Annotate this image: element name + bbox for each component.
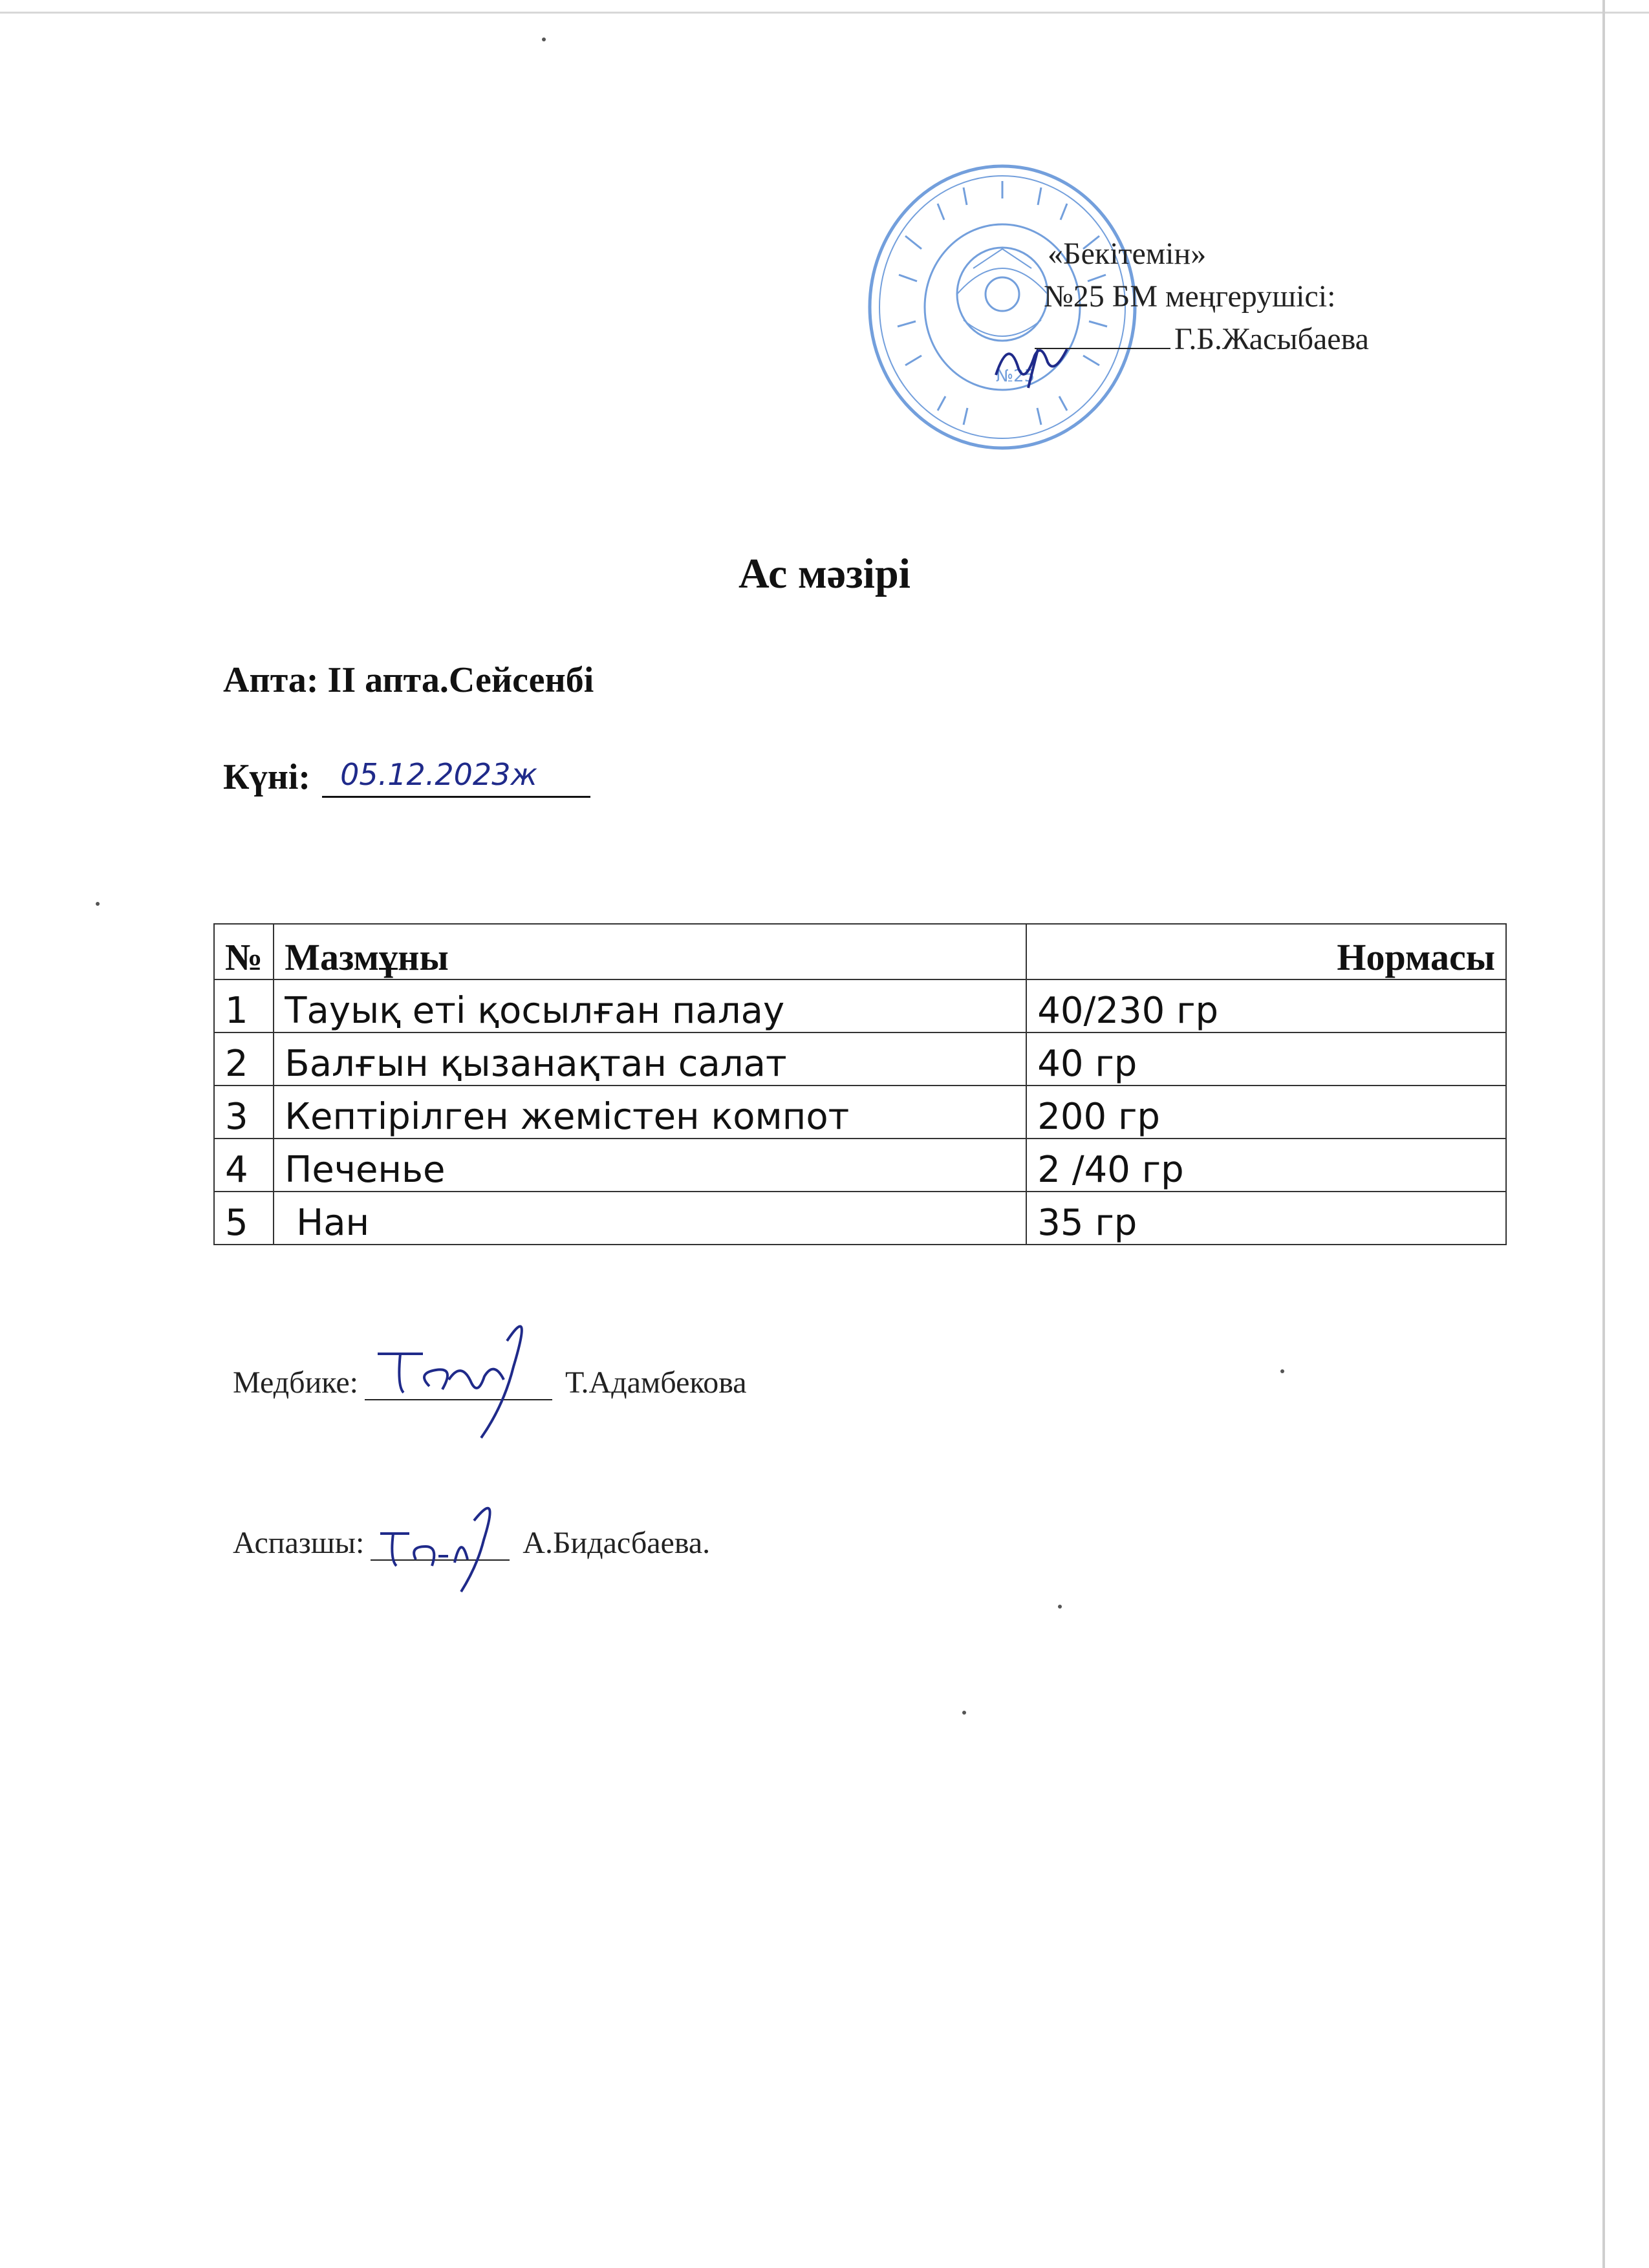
approval-name: Г.Б.Жасыбаева xyxy=(1174,322,1369,356)
medbike-signature xyxy=(365,1315,552,1444)
row-name: Кептірілген жемістен компот xyxy=(274,1086,1026,1139)
row-no: 5 xyxy=(214,1192,274,1245)
approval-sign-line xyxy=(1035,318,1423,361)
row-no: 2 xyxy=(214,1032,274,1086)
scan-speck xyxy=(1058,1605,1062,1609)
scan-speck xyxy=(96,902,100,906)
row-no: 4 xyxy=(214,1139,274,1192)
date-blank xyxy=(322,757,590,798)
date-handwritten: 05.12.2023ж xyxy=(340,757,537,792)
row-no: 1 xyxy=(214,979,274,1032)
date-line xyxy=(223,756,590,798)
table-row xyxy=(214,1192,1506,1245)
row-norm: 200 гр xyxy=(1026,1086,1506,1139)
scan-speck xyxy=(1280,1369,1284,1373)
aspazshy-signature-line xyxy=(371,1524,510,1561)
scan-speck xyxy=(962,1711,966,1715)
table-row xyxy=(214,1032,1506,1086)
scan-edge-top xyxy=(0,12,1649,14)
scan-speck xyxy=(542,37,546,41)
row-norm: 40/230 гр xyxy=(1026,979,1506,1032)
aspazshy-label: Аспазшы: xyxy=(233,1526,365,1560)
approval-heading: «Бекітемін» xyxy=(1048,237,1207,271)
row-name: Нан xyxy=(274,1192,1026,1245)
row-name: Тауық еті қосылған палау xyxy=(274,979,1026,1032)
row-norm: 40 гр xyxy=(1026,1032,1506,1086)
medbike-signature-line xyxy=(365,1364,552,1400)
medbike-signature-row xyxy=(233,1364,747,1400)
table-row xyxy=(214,1139,1506,1192)
director-signature xyxy=(989,323,1080,394)
date-label: Күні: xyxy=(223,757,311,797)
row-norm: 35 гр xyxy=(1026,1192,1506,1245)
approval-block xyxy=(1035,233,1423,361)
table-row xyxy=(214,1086,1506,1139)
week-line: Апта: ІІ апта.Сейсенбі xyxy=(223,660,594,700)
row-norm: 2 /40 гр xyxy=(1026,1139,1506,1192)
header-no: № xyxy=(214,924,274,979)
menu-table xyxy=(213,923,1507,1245)
medbike-name: Т.Адамбекова xyxy=(565,1365,747,1400)
aspazshy-signature xyxy=(371,1495,510,1605)
stamp-center-text: №25 xyxy=(996,367,1035,386)
table-row xyxy=(214,979,1506,1032)
table-header-row xyxy=(214,924,1506,979)
aspazshy-name: А.Бидасбаева. xyxy=(523,1526,711,1560)
header-norm: Нормасы xyxy=(1026,924,1506,979)
row-name: Печенье xyxy=(274,1139,1026,1192)
header-name: Мазмұны xyxy=(274,924,1026,979)
row-no: 3 xyxy=(214,1086,274,1139)
aspazshy-signature-row xyxy=(233,1524,710,1561)
approval-position: №25 БМ меңгерушісі: xyxy=(1044,279,1336,314)
row-name: Балғын қызанақтан салат xyxy=(274,1032,1026,1086)
medbike-label: Медбике: xyxy=(233,1365,359,1400)
page-title: Ас мәзірі xyxy=(738,550,911,597)
scan-edge-right xyxy=(1602,0,1605,2268)
